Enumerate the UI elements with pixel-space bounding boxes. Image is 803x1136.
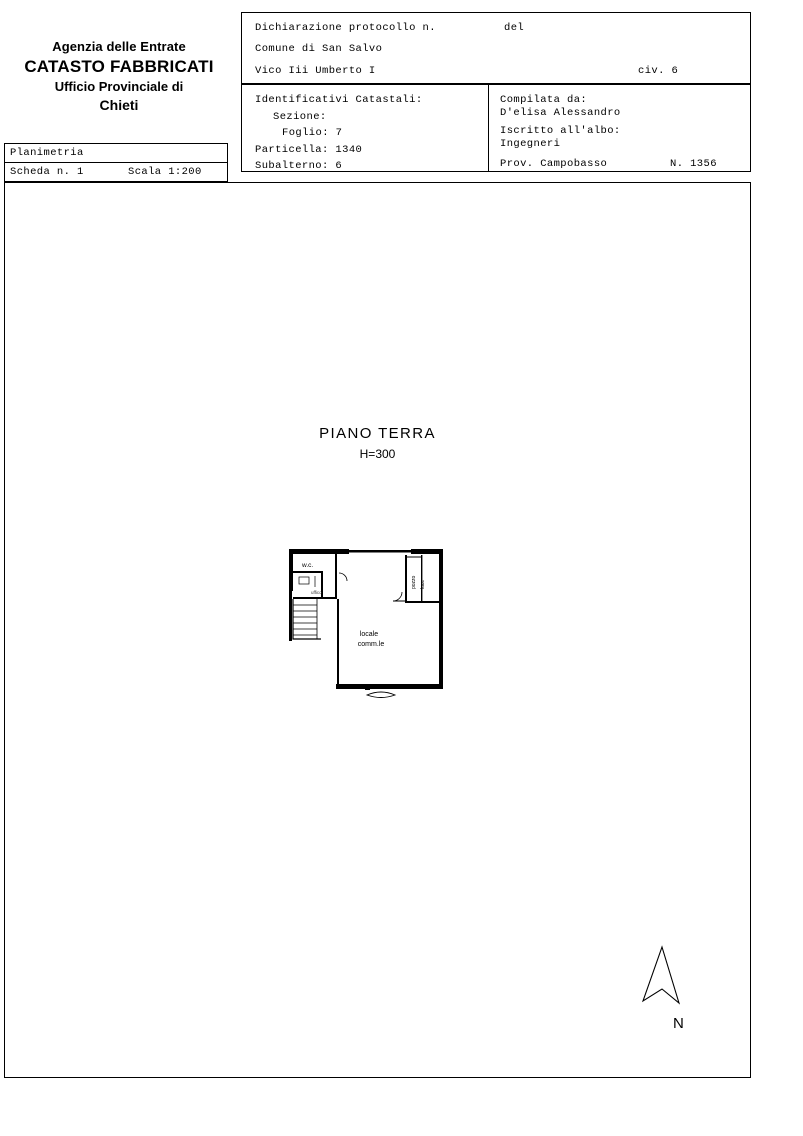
agency-name: Agenzia delle Entrate	[52, 39, 186, 54]
provincia-value: Prov. Campobasso	[500, 158, 608, 170]
room-label-uffico: uffico	[311, 590, 322, 595]
albo-value: Ingegneri	[500, 138, 561, 150]
declaration-box	[241, 12, 751, 84]
sezione-value: Sezione:	[273, 111, 327, 123]
identificativi-title: Identificativi Catastali:	[255, 94, 423, 106]
office-city: Chieti	[99, 97, 139, 114]
catasto-title: CATASTO FABBRICATI	[24, 56, 214, 76]
foglio-value: Foglio: 7	[282, 127, 343, 139]
compilata-label: Compilata da:	[500, 94, 588, 106]
subalterno-value: Subalterno: 6	[255, 160, 343, 172]
room-label-wc: w.c.	[302, 562, 314, 569]
office-label: Ufficio Provinciale di	[54, 79, 184, 95]
agency-header	[8, 38, 230, 115]
scale-value: Scala 1:200	[128, 166, 202, 178]
albo-label: Iscritto all'albo:	[500, 125, 621, 137]
planimetria-details	[5, 163, 227, 181]
compass-icon	[617, 943, 707, 1033]
floor-height: H=300	[359, 447, 396, 461]
albo-number: N. 1356	[670, 158, 717, 170]
room-label-locale: locale	[359, 631, 379, 638]
drawing-frame	[4, 182, 751, 1078]
protocol-label: Dichiarazione protocollo n.	[255, 22, 436, 34]
address-value: Vico Iii Umberto I	[255, 65, 376, 77]
room-label-luce: luce	[420, 579, 426, 589]
scheda-number: Scheda n. 1	[10, 166, 84, 178]
planimetria-box	[4, 143, 228, 182]
protocol-date-label: del	[504, 22, 525, 34]
identificativi-box	[241, 84, 751, 172]
civic-number: civ. 6	[638, 65, 679, 77]
particella-value: Particella: 1340	[255, 144, 363, 156]
compass-north-label: N	[673, 1015, 684, 1032]
planimetria-title: Planimetria	[5, 144, 227, 163]
comune-value: Comune di San Salvo	[255, 43, 383, 55]
box-divider	[488, 85, 489, 171]
room-label-pozzo: pozzo	[411, 575, 417, 589]
floor-title: PIANO TERRA	[319, 425, 436, 442]
floor-plan-drawing	[281, 543, 461, 723]
compilata-name: D'elisa Alessandro	[500, 107, 621, 119]
room-label-commle: comm.le	[357, 641, 385, 648]
